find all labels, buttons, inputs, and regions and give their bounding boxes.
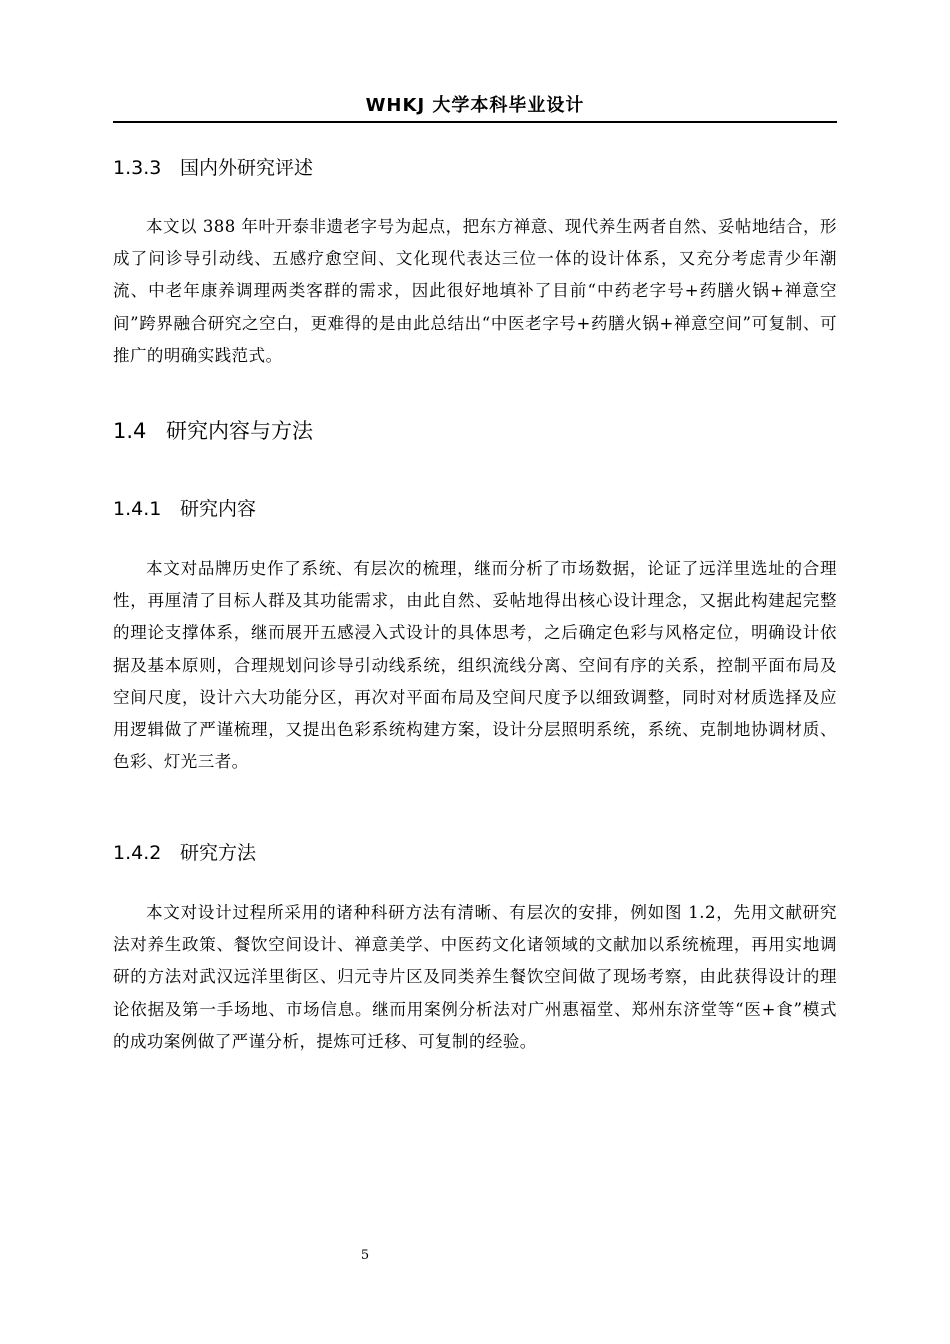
page-number: 5 — [360, 1248, 370, 1263]
running-header-title: WHKJ 大学本科毕业设计 — [365, 95, 585, 116]
section-title: 研究方法 — [180, 842, 257, 864]
section-number: 1.4 — [113, 419, 147, 443]
section-heading-1-4-1 — [113, 496, 256, 522]
section-heading-1-4-2 — [113, 840, 256, 866]
section-heading-1-4 — [113, 416, 313, 446]
section-number: 1.3.3 — [113, 157, 162, 179]
paragraph-research-content: 本文对品牌历史作了系统、有层次的梳理，继而分析了市场数据，论证了远洋里选址的合理性，再厘清了目标人群及其功能需求，由此自然、妥帖地得出核心设计理念，又据此构建起完整的理论支撑体系，继而展开五感浸入式设计的具体思考，之后确定色彩与风格定位，明确设计依据及基本原则，合理规划问诊导引动线系统，组织流线分离、空间有序的关系，控制平面布局及空间尺度，设计六大功能分区，再次对平面布局及空间尺度予以细致调整，同时对材质选择及应用逻辑做了严谨梳理，又提出色彩系统构建方案，设计分层照明系统，系统、克制地协调材质、色彩、灯光三者。 — [113, 559, 837, 772]
paragraph-research-methods: 本文对设计过程所采用的诸种科研方法有清晰、有层次的安排，例如图 1.2，先用文献研究法对养生政策、餐饮空间设计、禅意美学、中医药文化诸领域的文献加以系统梳理，再用实地调研的方法对武汉远洋里街区、归元寺片区及同类养生餐饮空间做了现场考察，由此获得设计的理论依据及第一手场地、市场信息。继而用案例分析法对广州惠福堂、郑州东济堂等“医+食”模式的成功案例做了严谨分析，提炼可迁移、可复制的经验。 — [113, 903, 837, 1051]
running-header — [113, 93, 837, 123]
section-title: 研究内容 — [180, 498, 257, 520]
section-number: 1.4.1 — [113, 498, 162, 520]
section-title: 国内外研究评述 — [180, 157, 314, 179]
paragraph-review: 本文以 388 年叶开泰非遗老字号为起点，把东方禅意、现代养生两者自然、妥帖地结合，形成了问诊导引动线、五感疗愈空间、文化现代表达三位一体的设计体系，又充分考虑青少年潮流、中老年康养调理两类客群的需求，因此很好地填补了目前“中药老字号+药膳火锅+禅意空间”跨界融合研究之空白，更难得的是由此总结出“中医老字号+药膳火锅+禅意空间”可复制、可推广的明确实践范式。 — [113, 217, 837, 365]
section-heading-1-3-3 — [113, 155, 313, 181]
section-title: 研究内容与方法 — [166, 419, 313, 443]
section-number: 1.4.2 — [113, 842, 162, 864]
